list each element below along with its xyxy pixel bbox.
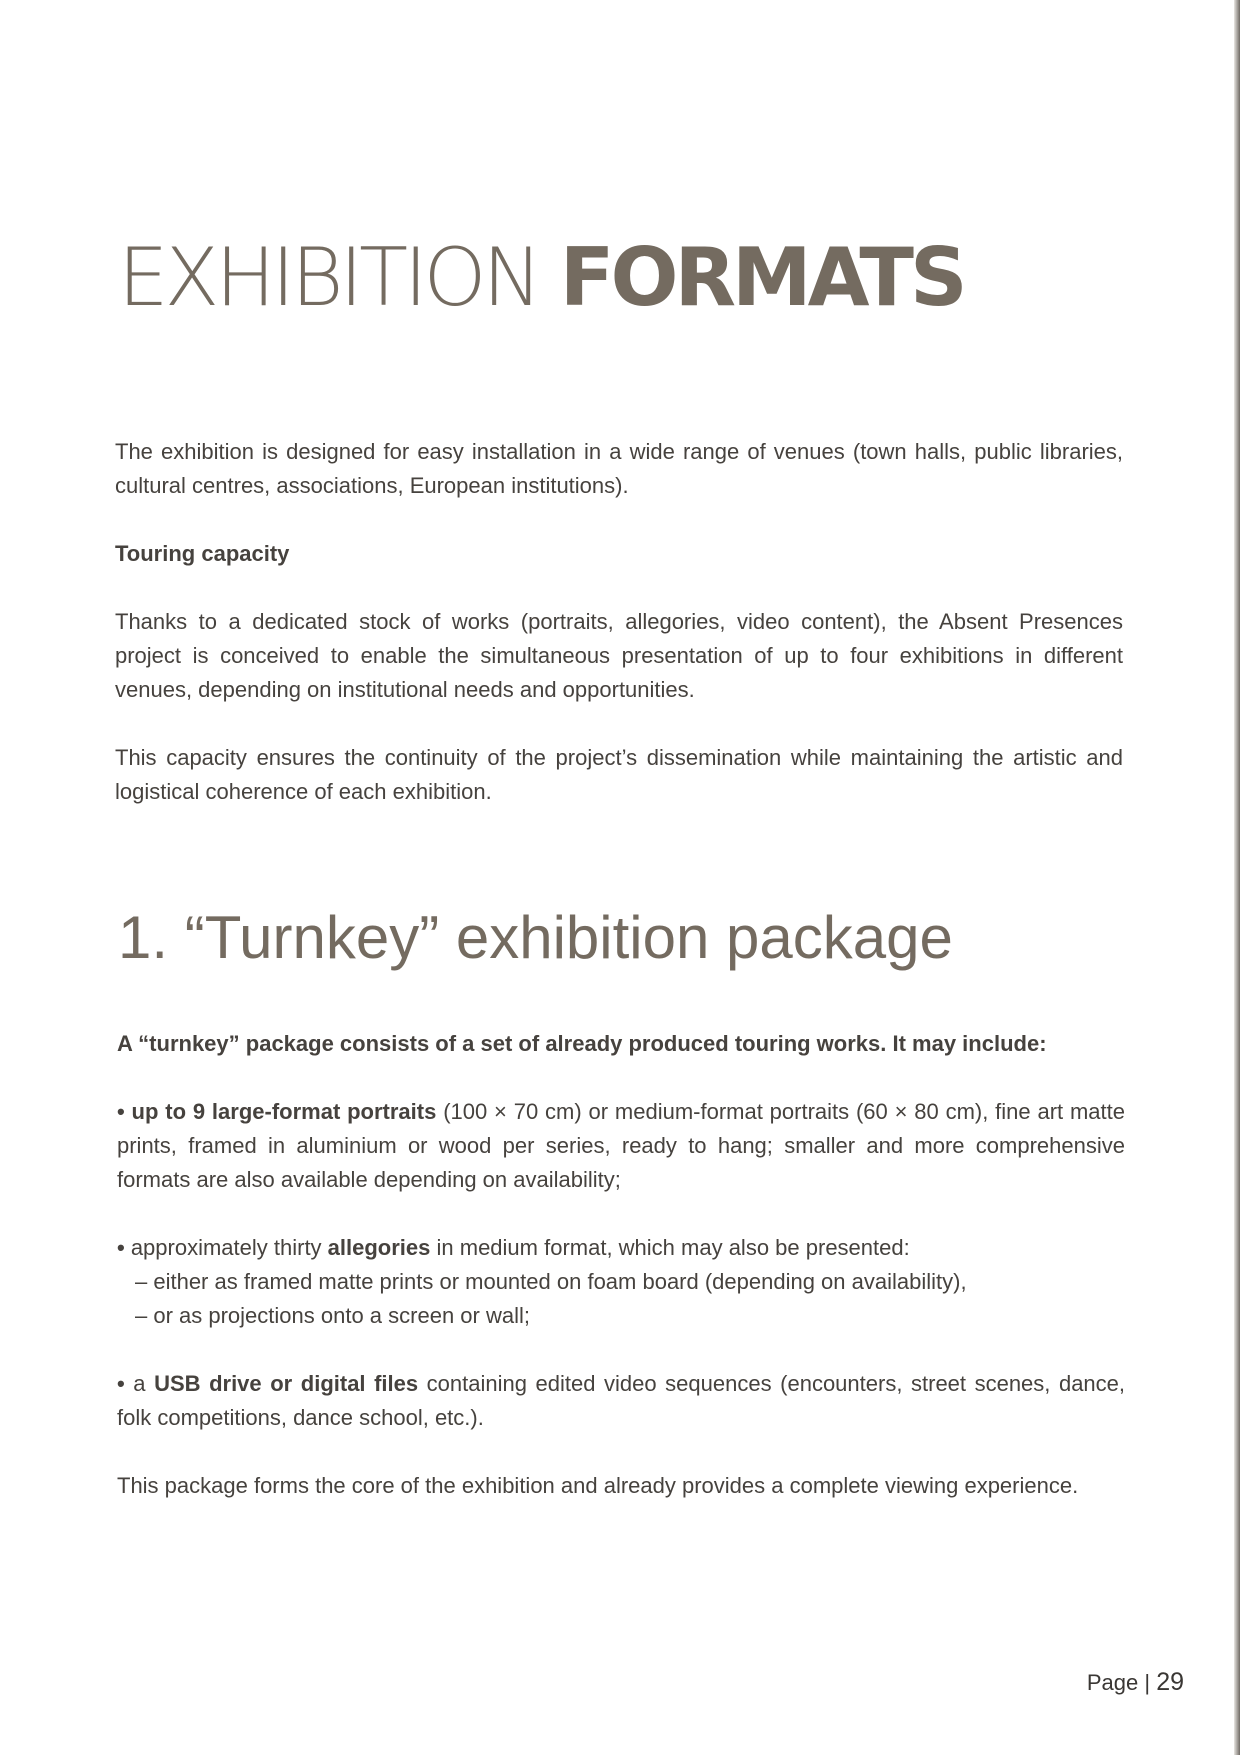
page-number-footer xyxy=(1087,1668,1184,1697)
bullet-allegories-post: in medium format, which may also be presented: xyxy=(430,1235,910,1260)
package-closing: This package forms the core of the exhibition and already provides a complete viewing experience. xyxy=(117,1473,1079,1498)
bullet-marker: • xyxy=(117,1371,125,1396)
touring-capacity-heading: Touring capacity xyxy=(115,541,290,566)
turnkey-package-section xyxy=(117,1027,1125,1503)
bullet-allegories-bold: allegories xyxy=(327,1235,431,1260)
page-title-bold: FORMATS xyxy=(559,231,964,324)
bullet-marker: • xyxy=(117,1235,125,1260)
bullet-usb-bold: USB drive or digital files xyxy=(154,1371,419,1396)
bullet-marker: • xyxy=(117,1099,125,1124)
bullet-usb-text: containing edited video sequences (encounters, street scenes, dance, folk competitions, dance school, etc.). xyxy=(117,1371,1126,1430)
allegories-sub-item-prints: – either as framed matte prints or mounted on foam board (depending on availability), xyxy=(135,1269,967,1294)
page-edge-shadow xyxy=(1234,0,1240,1755)
continuity-paragraph: This capacity ensures the continuity of the project’s dissemination while maintaining the artistic and logistical coherence of each exhibition. xyxy=(115,745,1123,804)
bullet-portraits-text: (100 × 70 cm) or medium-format portraits (60 × 80 cm), fine art matte prints, framed in aluminium or wood per series, ready to hang; smaller and more comprehensive formats are also available depending on availability; xyxy=(117,1099,1126,1192)
bullet-portraits-bold: up to 9 large-format portraits xyxy=(131,1099,437,1124)
intro-section xyxy=(115,435,1123,809)
bullet-usb xyxy=(117,1367,1125,1435)
package-lead: A “turnkey” package consists of a set of already produced touring works. It may include: xyxy=(117,1031,1047,1056)
page-title-light: EXHIBITION xyxy=(118,231,539,324)
bullet-allegories-pre: approximately thirty xyxy=(124,1235,328,1260)
bullet-portraits xyxy=(117,1095,1125,1197)
section-heading-turnkey: 1. “Turnkey” exhibition package xyxy=(118,904,953,971)
intro-paragraph: The exhibition is designed for easy installation in a wide range of venues (town halls, public libraries, cultural centres, associations, European institutions). xyxy=(115,439,1123,498)
bullet-allegories xyxy=(117,1231,1125,1265)
page-number: 29 xyxy=(1156,1668,1184,1696)
touring-paragraph: Thanks to a dedicated stock of works (portraits, allegories, video content), the Absent Presences project is conceived to enable the simultaneous presentation of up to four exhibitions in different venues, depending on institutional needs and opportunities. xyxy=(115,609,1123,702)
page-label: Page | xyxy=(1086,1670,1157,1695)
bullet-usb-pre: a xyxy=(124,1371,155,1396)
allegories-sub-item-projections: – or as projections onto a screen or wall; xyxy=(135,1303,530,1328)
page-title xyxy=(118,231,964,324)
